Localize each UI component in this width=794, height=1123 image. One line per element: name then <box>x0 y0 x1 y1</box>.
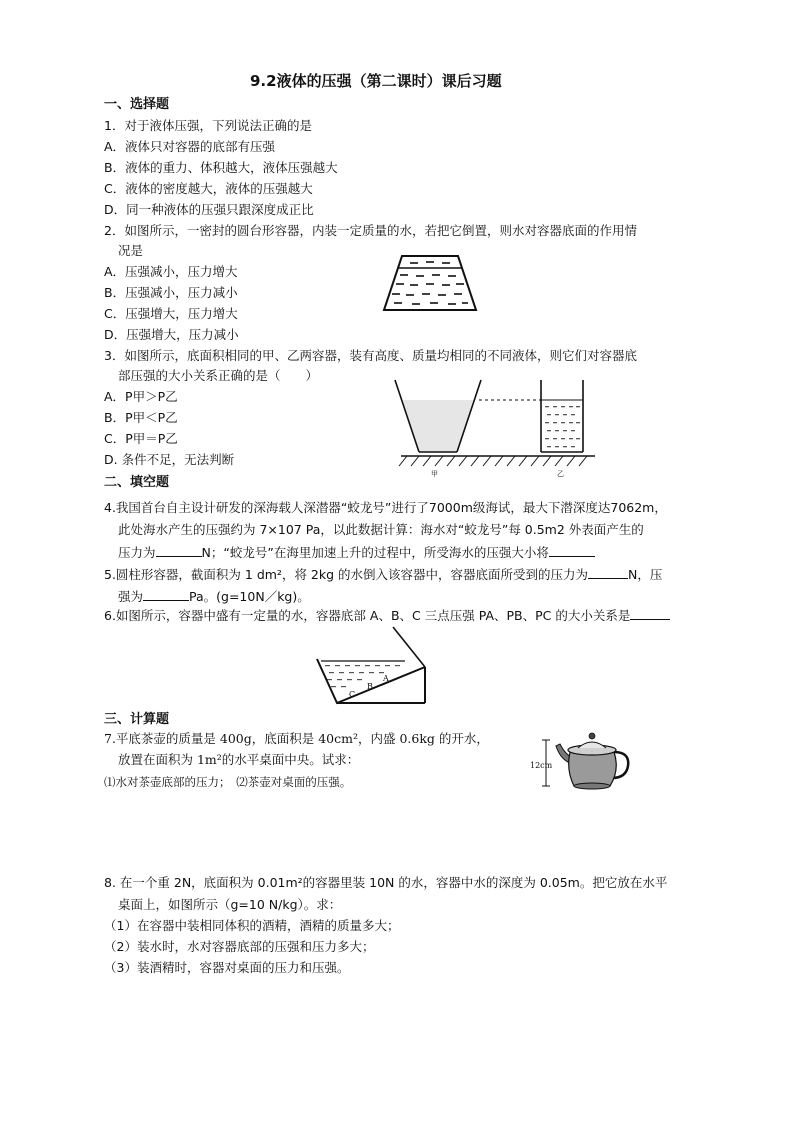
q3-option-a: A．P甲＞P乙 <box>104 389 178 404</box>
q1-option-b: B．液体的重力、体积越大，液体压强越大 <box>104 160 338 175</box>
q2-frustum-figure <box>380 250 480 315</box>
q6-point-a: A <box>383 674 389 683</box>
q7-line3: ⑴水对茶壶底部的压力； ⑵茶壶对桌面的压强。 <box>104 775 352 789</box>
q3-option-b: B．P甲＜P乙 <box>104 410 178 425</box>
q1-option-c: C．液体的密度越大，液体的压强越大 <box>104 181 313 196</box>
q5-blank-pressure[interactable] <box>143 588 189 601</box>
q6-sloped-container-figure <box>315 625 425 710</box>
q4-line1: 4.我国首台自主设计研发的深海载人深潜器“蛟龙号”进行了7000m级海试，最大下潜深度达7062m， <box>104 500 667 515</box>
q8-line2: 桌面上，如图所示（g=10 N/kg）。求： <box>118 897 342 912</box>
q7-line1: 7.平底茶壶的质量是 400g，底面积是 40cm²，内盛 0.6kg 的开水， <box>104 731 489 746</box>
q3-stem-line1: 3．如图所示，底面积相同的甲、乙两容器，装有高度、质量均相同的不同液体，则它们对容器底 <box>104 348 637 363</box>
q2-option-a: A．压强减小，压力增大 <box>104 264 238 279</box>
q8-sub2: （2）装水时，水对容器底部的压强和压力多大； <box>104 939 375 954</box>
q1-option-a: A．液体只对容器的底部有压强 <box>104 139 276 154</box>
q3-option-d: D. 条件不足，无法判断 <box>104 452 235 467</box>
section-heading-fill: 二、填空题 <box>104 475 170 490</box>
q1-option-d: D．同一种液体的压强只跟深度成正比 <box>104 202 314 217</box>
q8-sub3: （3）装酒精时，容器对桌面的压力和压强。 <box>104 960 350 975</box>
q3-containers-figure <box>395 378 600 478</box>
q2-option-c: C．压强增大，压力增大 <box>104 306 238 321</box>
q5-blank-force[interactable] <box>588 566 628 579</box>
q2-stem-line1: 2．如图所示，一密封的圆台形容器，内装一定质量的水，若把它倒置，则水对容器底面的作用情 <box>104 223 637 238</box>
q6-line: 6.如图所示，容器中盛有一定量的水，容器底部 A、B、C 三点压强 PA、PB、PC 的大小关系是 <box>104 607 670 624</box>
q7-dimension-label: 12cm <box>530 761 553 770</box>
q4-line3: 压力为 N；“蛟龙号”在海里加速上升的过程中，所受海水的压强大小将 <box>118 544 595 561</box>
q6-point-b: B <box>367 682 373 691</box>
q3-label-yi: 乙 <box>557 470 564 478</box>
q2-option-d: D．压强增大，压力减小 <box>104 327 239 342</box>
q7-teapot-figure <box>530 722 640 792</box>
q4-blank-force[interactable] <box>156 544 202 557</box>
q2-option-b: B．压强减小，压力减小 <box>104 285 238 300</box>
section-heading-choice: 一、选择题 <box>104 97 170 112</box>
q7-line2: 放置在面积为 1m²的水平桌面中央。试求： <box>118 752 360 767</box>
q1-stem: 1．对于液体压强，下列说法正确的是 <box>104 118 312 133</box>
q4-blank-pressure-change[interactable] <box>549 544 595 557</box>
q6-blank-relation[interactable] <box>630 607 670 620</box>
q5-line2: 强为 Pa。(g=10N／kg)。 <box>118 589 310 604</box>
page-title: 9.2液体的压强（第二课时）课后习题 <box>250 72 502 90</box>
q3-option-c: C．P甲＝P乙 <box>104 431 178 446</box>
q4-line2: 此处海水产生的压强约为 7×107 Pa，以此数据计算：海水对“蛟龙号”每 0.5m2 外表面产生的 <box>118 522 644 537</box>
q3-stem-line2: 部压强的大小关系正确的是（ ） <box>118 368 319 383</box>
section-heading-calculation: 三、计算题 <box>104 712 170 727</box>
q5-line1: 5.圆柱形容器，截面积为 1 dm²，将 2kg 的水倒入该容器中，容器底面所受到的压力为 N，压 <box>104 567 663 582</box>
q6-point-c: C <box>349 690 356 699</box>
q8-line1: 8. 在一个重 2N，底面积为 0.01m²的容器里装 10N 的水，容器中水的深度为 0.05m。把它放在水平 <box>104 875 668 890</box>
q2-stem-line2: 况是 <box>118 243 144 258</box>
q3-label-jia: 甲 <box>431 470 438 478</box>
q8-sub1: （1）在容器中装相同体积的酒精，酒精的质量多大； <box>104 918 400 933</box>
